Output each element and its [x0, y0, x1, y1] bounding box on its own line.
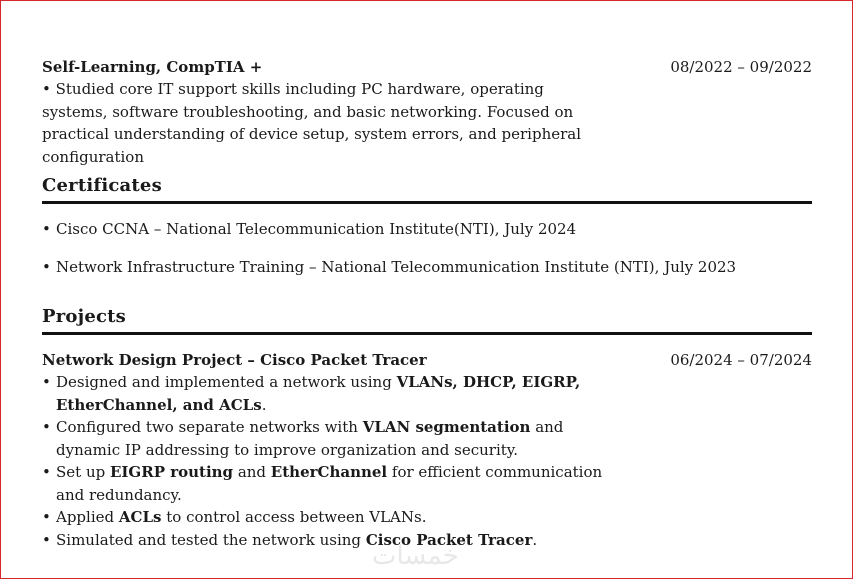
certificate-item	[42, 256, 812, 278]
education-description: • Studied core IT support skills including PC hardware, operating systems, software troubleshooting, and basic networking. Focused on practical understanding of device setup, system errors, and peripheral configuration	[42, 80, 582, 166]
watermark-logo: خمسات	[372, 541, 459, 571]
education-entry	[42, 56, 812, 168]
project-title: Network Design Project – Cisco Packet Tracer	[42, 351, 427, 369]
section-divider	[42, 332, 812, 335]
section-divider	[42, 201, 812, 204]
list-item: • Simulated and tested the network using Cisco Packet Tracer.	[42, 529, 621, 552]
bullet-icon: •	[42, 258, 51, 276]
projects-heading: Projects	[42, 306, 126, 327]
list-item: • Set up EIGRP routing and EtherChannel for efficient communication and redundancy.	[42, 461, 621, 506]
project-dates: 06/2024 – 07/2024	[670, 351, 812, 369]
certificate-text: Cisco CCNA – National Telecommunication Institute(NTI), July 2024	[56, 220, 577, 238]
certificates-heading: Certificates	[42, 175, 162, 196]
certificate-item	[42, 218, 812, 240]
projects-section	[42, 306, 812, 551]
bullet-icon: •	[42, 220, 51, 238]
education-dates: 08/2022 – 09/2022	[670, 58, 812, 76]
certificate-text: Network Infrastructure Training – National Telecommunication Institute (NTI), July 2023	[56, 258, 737, 276]
project-bullet-list	[42, 371, 812, 551]
list-item: • Applied ACLs to control access between VLANs.	[42, 506, 621, 529]
certificates-section	[42, 175, 812, 278]
education-title: Self-Learning, CompTIA +	[42, 58, 263, 76]
list-item: • Configured two separate networks with VLAN segmentation and dynamic IP addressing to improve organization and security.	[42, 416, 621, 461]
list-item: • Designed and implemented a network using VLANs, DHCP, EIGRP, EtherChannel, and ACLs.	[42, 371, 621, 416]
